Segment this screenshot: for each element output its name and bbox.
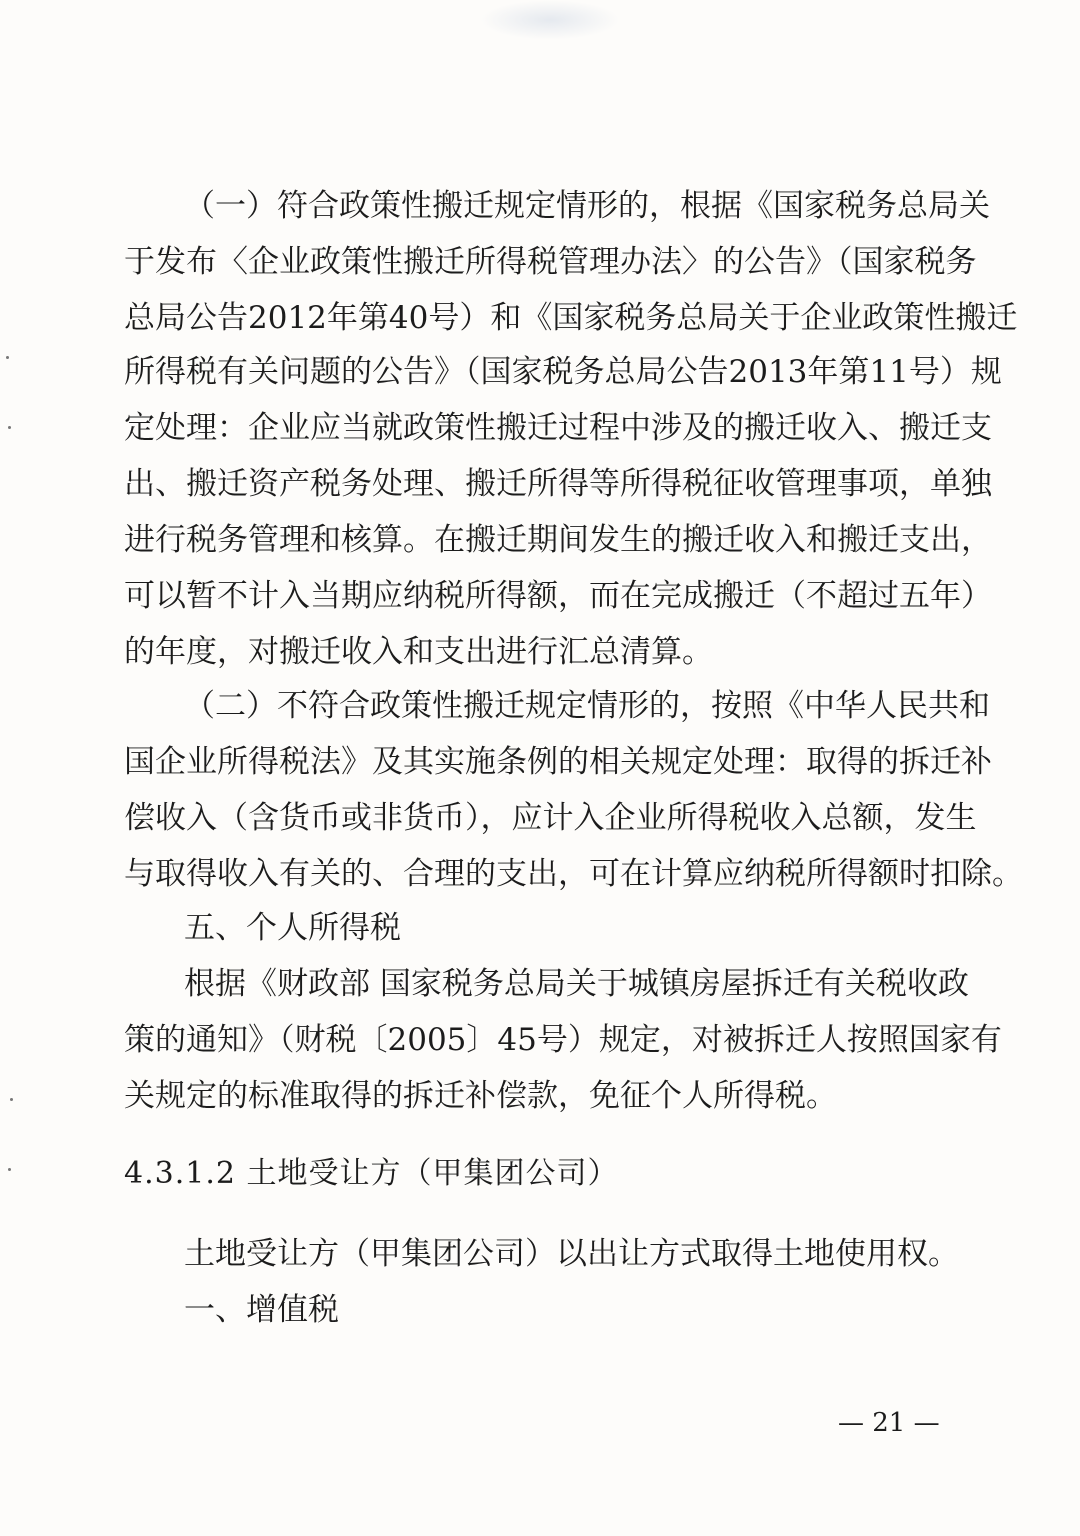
paragraph-1-line-9: 的年度，对搬迁收入和支出进行汇总清算。 (124, 634, 713, 670)
paragraph-1-line-5: 定处理：企业应当就政策性搬迁过程中涉及的搬迁收入、搬迁支 (124, 410, 992, 446)
section-heading-personal-income-tax: 五、个人所得税 (184, 910, 401, 946)
paragraph-3-line-3: 关规定的标准取得的拆迁补偿款，免征个人所得税。 (124, 1078, 837, 1114)
section-heading-4-3-1-2: 4.3.1.2 土地受让方（甲集团公司） (124, 1156, 619, 1191)
scan-mark-3 (10, 1098, 13, 1101)
paragraph-1-line-1: （一）符合政策性搬迁规定情形的，根据《国家税务总局关 (184, 188, 990, 224)
paragraph-1-line-8: 可以暂不计入当期应纳税所得额，而在完成搬迁（不超过五年） (124, 578, 992, 614)
paragraph-1-line-7: 进行税务管理和核算。在搬迁期间发生的搬迁收入和搬迁支出， (124, 522, 992, 558)
scan-shadow (480, 0, 620, 40)
paragraph-1-line-6: 出、搬迁资产税务处理、搬迁所得等所得税征收管理事项，单独 (124, 466, 992, 502)
paragraph-3-line-1: 根据《财政部 国家税务总局关于城镇房屋拆迁有关税收政 (184, 966, 969, 1002)
paragraph-1-line-3: 总局公告2012年第40号）和《国家税务总局关于企业政策性搬迁 (124, 300, 1018, 336)
paragraph-2-line-2: 国企业所得税法》及其实施条例的相关规定处理：取得的拆迁补 (124, 744, 992, 780)
paragraph-4-line-1: 土地受让方（甲集团公司）以出让方式取得土地使用权。 (184, 1236, 959, 1272)
scan-mark-4 (8, 1168, 11, 1171)
scan-mark-1 (6, 356, 9, 359)
paragraph-2-line-3: 偿收入（含货币或非货币），应计入企业所得税收入总额，发生 (124, 800, 977, 836)
section-heading-vat: 一、增值税 (184, 1292, 339, 1328)
paragraph-1-line-2: 于发布〈企业政策性搬迁所得税管理办法〉的公告》（国家税务 (124, 244, 977, 280)
paragraph-3-line-2: 策的通知》（财税〔2005〕45号）规定，对被拆迁人按照国家有 (124, 1022, 1002, 1058)
paragraph-2-line-4: 与取得收入有关的、合理的支出，可在计算应纳税所得额时扣除。 (124, 856, 1023, 892)
paragraph-1-line-4: 所得税有关问题的公告》（国家税务总局公告2013年第11号）规 (124, 354, 1002, 390)
scan-mark-2 (8, 426, 11, 429)
page-number: — 21 — (838, 1408, 940, 1438)
paragraph-2-line-1: （二）不符合政策性搬迁规定情形的，按照《中华人民共和 (184, 688, 990, 724)
